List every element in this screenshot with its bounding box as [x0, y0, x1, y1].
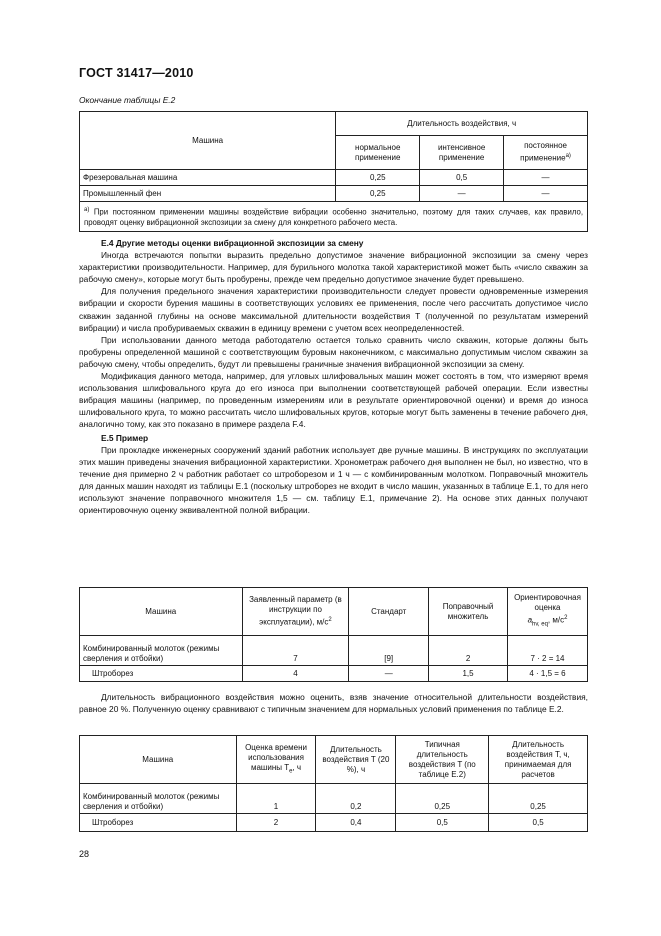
header-machine: Машина	[80, 112, 336, 170]
table-caption: Окончание таблицы Е.2	[79, 95, 176, 105]
header-estimate: Ориентировочная оценка $a_{hv, eq}$, $м/с^2$	[508, 588, 588, 636]
paragraph: Модификация данного метода, например, для угловых шлифовальных машин может состоять в том, что измеряют время использования шлифовального круга до его износа при выполнении соответствующей рабочей операции. Если известны вибрация машины (например, по проведенным измерениям или в результате ориентировочной оценки) и время до износа шлифовального круга, то можно рассчитать число шлифовальных кругов, которые могут быть заменены в течение рабочего дня, аналогично тому, как это показано в примере раздела F.4.	[79, 371, 588, 430]
cell-intensive: 0,5	[420, 170, 504, 186]
header-duration: Длительность воздействия T (20 %), ч	[316, 736, 396, 784]
cell-normal: 0,25	[336, 186, 420, 202]
table-row	[80, 170, 588, 186]
cell-duration: 0,4	[316, 814, 396, 832]
header-time: Оценка времени использования машины $T_e$, ч	[236, 736, 316, 784]
cell-standard: —	[349, 666, 429, 682]
cell-accepted: 0,5	[489, 814, 588, 832]
table-row	[80, 636, 588, 666]
cell-time: 2	[236, 814, 316, 832]
header-accepted: Длительность воздействия T, ч, принимаемая для расчетов	[489, 736, 588, 784]
header-intensive: интенсивное применение	[420, 136, 504, 170]
table-row	[80, 186, 588, 202]
cell-typical: 0,5	[396, 814, 489, 832]
document-header: ГОСТ 31417—2010	[79, 66, 194, 80]
section-heading: Е.4 Другие методы оценки вибрационной экспозиции за смену	[101, 238, 364, 248]
paragraph: При использовании данного метода работодателю остается только сравнить число скважин, которые должны быть пробурены определенной машиной с соответствующим буровым наконечником, с максимально допустимым числом скважин за рабочую смену, чтобы определить, будут ли превышены граничные значения вибрационной экспозиции за смену.	[79, 334, 588, 369]
header-machine: Машина	[80, 588, 243, 636]
header-factor: Поправочный множитель	[429, 588, 508, 636]
section-heading: Е.5 Пример	[101, 432, 149, 443]
cell-machine: Штроборез	[80, 814, 237, 832]
cell-constant: —	[504, 170, 588, 186]
header-constant: постоянное применение$^{а)}$	[504, 136, 588, 170]
cell-machine: Комбинированный молоток (режимы сверления и отбойки)	[80, 784, 237, 814]
cell-normal: 0,25	[336, 170, 420, 186]
header-declared: Заявленный параметр (в инструкции по эксплуатации), $м/с^2$	[242, 588, 349, 636]
header-duration-group: Длительность воздействия, ч	[336, 112, 588, 136]
section-e4	[79, 237, 588, 516]
paragraph: Для получения предельного значения характеристики производительности следует провести одновременные измерения вибрации и скорости бурения машины в соответствующих условиях ее применения, после чего рассчитать допустимое число скважин заданной глубины на основе максимальной длительности воздействия T (полученной по результатам измерений вибрации) и числа пробуриваемых скважин в единицу времени с учетом всех неопределенностей.	[79, 286, 588, 333]
header-typical: Типичная длительность воздействия T (по таблице Е.2)	[396, 736, 489, 784]
cell-standard: [9]	[349, 636, 429, 666]
mid-text	[79, 691, 588, 715]
cell-declared: 4	[242, 666, 349, 682]
cell-factor: 1,5	[429, 666, 508, 682]
table-row	[80, 784, 588, 814]
paragraph: Иногда встречаются попытки выразить предельно допустимое значение вибрационной экспозиции за смену через характеристики производительности. Например, для бурильного молотка такой характеристикой может быть «число скважин за рабочую смену», которые могут быть пробурены, прежде чем предельно допустимое значение будет превышено.	[79, 250, 588, 285]
cell-machine: Комбинированный молоток (режимы сверления и отбойки)	[80, 636, 243, 666]
exposure-comparison-table	[79, 735, 588, 832]
cell-machine: Промышленный фен	[80, 186, 336, 202]
paragraph: Длительность вибрационного воздействия можно оценить, взяв значение относительной длительности воздействия, равное 20 %. Полученную оценку сравнивают с типичным значением для нормальных условий применения по таблице Е.2.	[79, 692, 588, 715]
cell-machine: Фрезеровальная машина	[80, 170, 336, 186]
cell-time: 1	[236, 784, 316, 814]
header-standard: Стандарт	[349, 588, 429, 636]
cell-constant: —	[504, 186, 588, 202]
exposure-duration-table	[79, 111, 588, 232]
cell-machine: Штроборез	[80, 666, 243, 682]
cell-duration: 0,2	[316, 784, 396, 814]
header-machine: Машина	[80, 736, 237, 784]
paragraph: При прокладке инженерных сооружений зданий работник использует две ручные машины. В инструкциях по эксплуатации этих машин приведены значения вибрационной характеристики. Хронометраж рабочего дня выполнен не был, но известно, что в течение дня примерно 2 ч работник работает со штроборезом и 1 ч — с комбинированным молотком. Поправочный множитель для данных машин находят из таблицы Е.1 (поскольку штроборез не входит в число машин, указанных в таблице Е.1, то для него используют значение поправочного множителя 1,5 — см. таблицу Е.1, примечание 2). На основе этих данных получают ориентировочную оценку эквивалентной полной вибрации.	[79, 444, 588, 516]
cell-estimate: 7 · 2 = 14	[508, 636, 588, 666]
cell-intensive: —	[420, 186, 504, 202]
cell-accepted: 0,25	[489, 784, 588, 814]
cell-declared: 7	[242, 636, 349, 666]
page-number: 28	[79, 849, 90, 859]
table-row	[80, 666, 588, 682]
header-normal: нормальное применение	[336, 136, 420, 170]
table-footnote: $^{а)}$ При постоянном применении машины воздействие вибрации особенно значительно, поэтому для таких случаев, как правило, проводят оценку вибрационной экспозиции за смену для конкретного рабочего места.	[80, 202, 588, 232]
vibration-estimate-table	[79, 587, 588, 682]
cell-factor: 2	[429, 636, 508, 666]
table-row	[80, 814, 588, 832]
cell-typical: 0,25	[396, 784, 489, 814]
cell-estimate: 4 · 1,5 = 6	[508, 666, 588, 682]
